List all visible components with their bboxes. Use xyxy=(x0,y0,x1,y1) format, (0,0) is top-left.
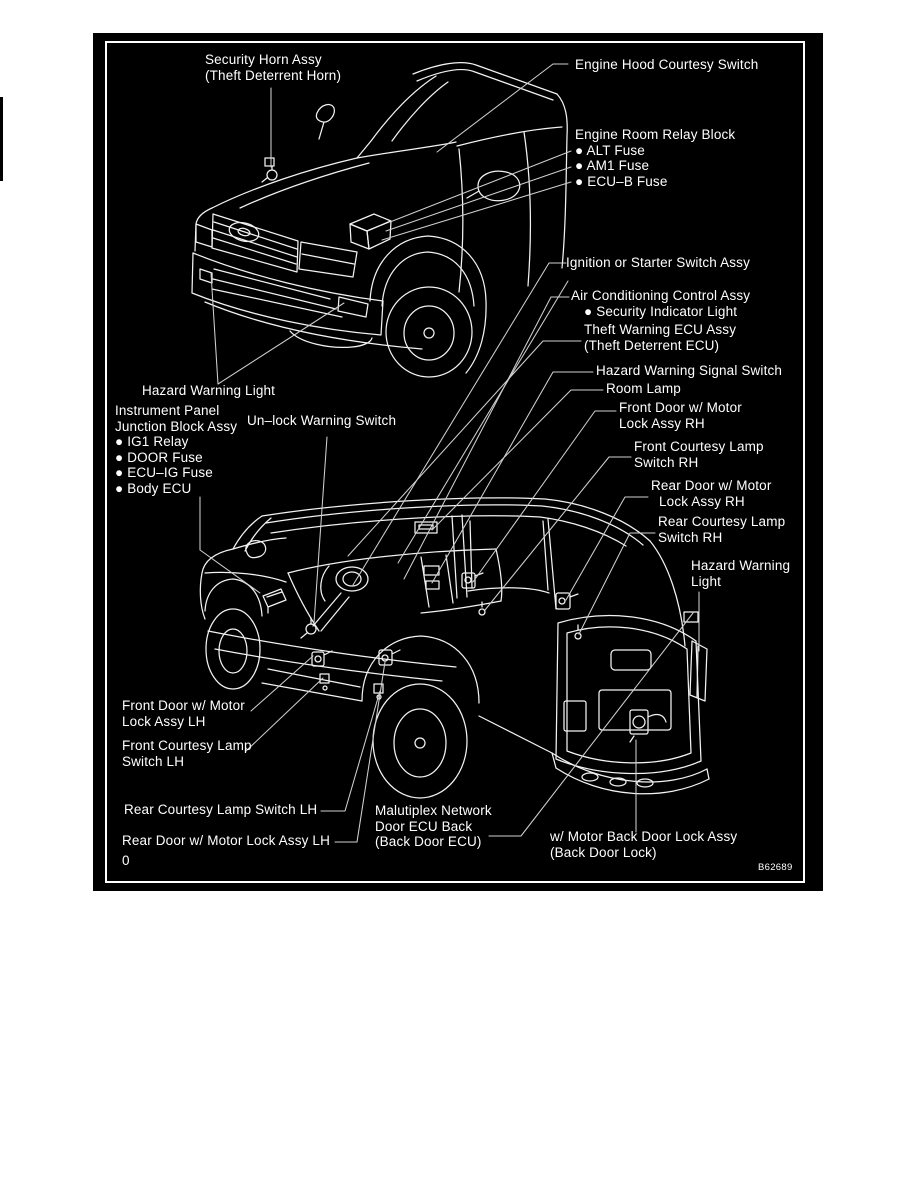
label-line: Switch LH xyxy=(122,753,185,769)
label-line: Front Door w/ Motor xyxy=(619,400,742,415)
figure-code xyxy=(758,860,793,876)
label-aircon-control xyxy=(571,288,750,319)
label-junction-block xyxy=(115,403,237,496)
label-line: Security Horn Assy xyxy=(205,52,322,67)
label-line: ● ECU–IG Fuse xyxy=(115,465,213,480)
label-hazard-light-rear xyxy=(691,558,790,589)
label-security-horn xyxy=(205,52,341,83)
label-line: Hazard Warning Signal Switch xyxy=(596,363,783,378)
label-line: Switch RH xyxy=(634,454,699,470)
label-line: Room Lamp xyxy=(606,381,681,396)
label-ignition-switch xyxy=(566,255,750,271)
label-line: B62689 xyxy=(758,862,793,873)
label-line: ● Security Indicator Light xyxy=(584,303,738,319)
label-line: Ignition or Starter Switch Assy xyxy=(566,255,750,270)
label-line: Lock Assy LH xyxy=(122,713,206,729)
label-rear-door-lh xyxy=(122,833,330,849)
label-line: (Back Door ECU) xyxy=(375,834,482,849)
label-room-lamp xyxy=(606,381,681,397)
label-line: Front Courtesy Lamp xyxy=(634,439,764,454)
label-line: Door ECU Back xyxy=(375,818,473,834)
label-unlock-warning-switch xyxy=(247,413,396,429)
component-location-diagram xyxy=(93,33,823,891)
label-line: 0 xyxy=(122,853,130,868)
label-line: ● ECU–B Fuse xyxy=(575,173,668,189)
label-front-door-rh xyxy=(619,400,742,431)
label-rear-courtesy-lh xyxy=(124,802,317,818)
label-line: Un–lock Warning Switch xyxy=(247,413,397,428)
label-line: Rear Courtesy Lamp xyxy=(658,514,786,529)
label-line: ● ALT Fuse xyxy=(575,142,645,158)
label-front-door-lh xyxy=(122,698,245,729)
label-line: Junction Block Assy xyxy=(115,418,238,434)
label-line: Front Door w/ Motor xyxy=(122,698,245,713)
label-line: Switch RH xyxy=(658,529,723,545)
label-line: w/ Motor Back Door Lock Assy xyxy=(550,829,738,844)
label-line: (Theft Deterrent Horn) xyxy=(205,67,342,83)
label-line: (Theft Deterrent ECU) xyxy=(584,337,720,353)
label-line: Engine Room Relay Block xyxy=(575,127,736,142)
label-line: Rear Courtesy Lamp Switch LH xyxy=(124,802,318,817)
label-line: Hazard Warning Light xyxy=(142,383,276,398)
label-line: Rear Door w/ Motor Lock Assy LH xyxy=(122,833,330,848)
label-front-courtesy-rh xyxy=(634,439,764,470)
label-line: Malutiplex Network xyxy=(375,803,492,818)
label-line: (Back Door Lock) xyxy=(550,844,657,860)
label-line: ● IG1 Relay xyxy=(115,434,189,449)
label-rear-door-rh xyxy=(651,478,771,509)
scan-artifact xyxy=(0,97,3,181)
label-line: Engine Hood Courtesy Switch xyxy=(575,57,759,72)
label-stray-zero xyxy=(122,853,130,869)
label-line: Light xyxy=(691,573,722,589)
label-line: Rear Door w/ Motor xyxy=(651,478,772,493)
label-line: Air Conditioning Control Assy xyxy=(571,288,751,303)
label-line: ● Body ECU xyxy=(115,480,192,496)
label-line: Instrument Panel xyxy=(115,403,220,418)
label-line: Front Courtesy Lamp xyxy=(122,738,252,753)
label-theft-warning-ecu xyxy=(584,322,736,353)
label-line: ● AM1 Fuse xyxy=(575,158,650,173)
label-line: ● DOOR Fuse xyxy=(115,449,203,465)
label-line: Hazard Warning xyxy=(691,558,791,573)
label-line: Theft Warning ECU Assy xyxy=(584,322,737,337)
label-relay-block xyxy=(575,127,735,189)
label-rear-courtesy-rh xyxy=(658,514,785,545)
label-front-courtesy-lh xyxy=(122,738,252,769)
label-hood-switch xyxy=(575,57,758,73)
label-line: Lock Assy RH xyxy=(659,493,745,509)
label-hazard-light-front xyxy=(142,383,275,399)
label-multiplex-ecu xyxy=(375,803,492,850)
label-line: Lock Assy RH xyxy=(619,415,705,431)
label-hazard-signal-switch xyxy=(596,363,782,379)
label-back-door-lock xyxy=(550,829,737,860)
